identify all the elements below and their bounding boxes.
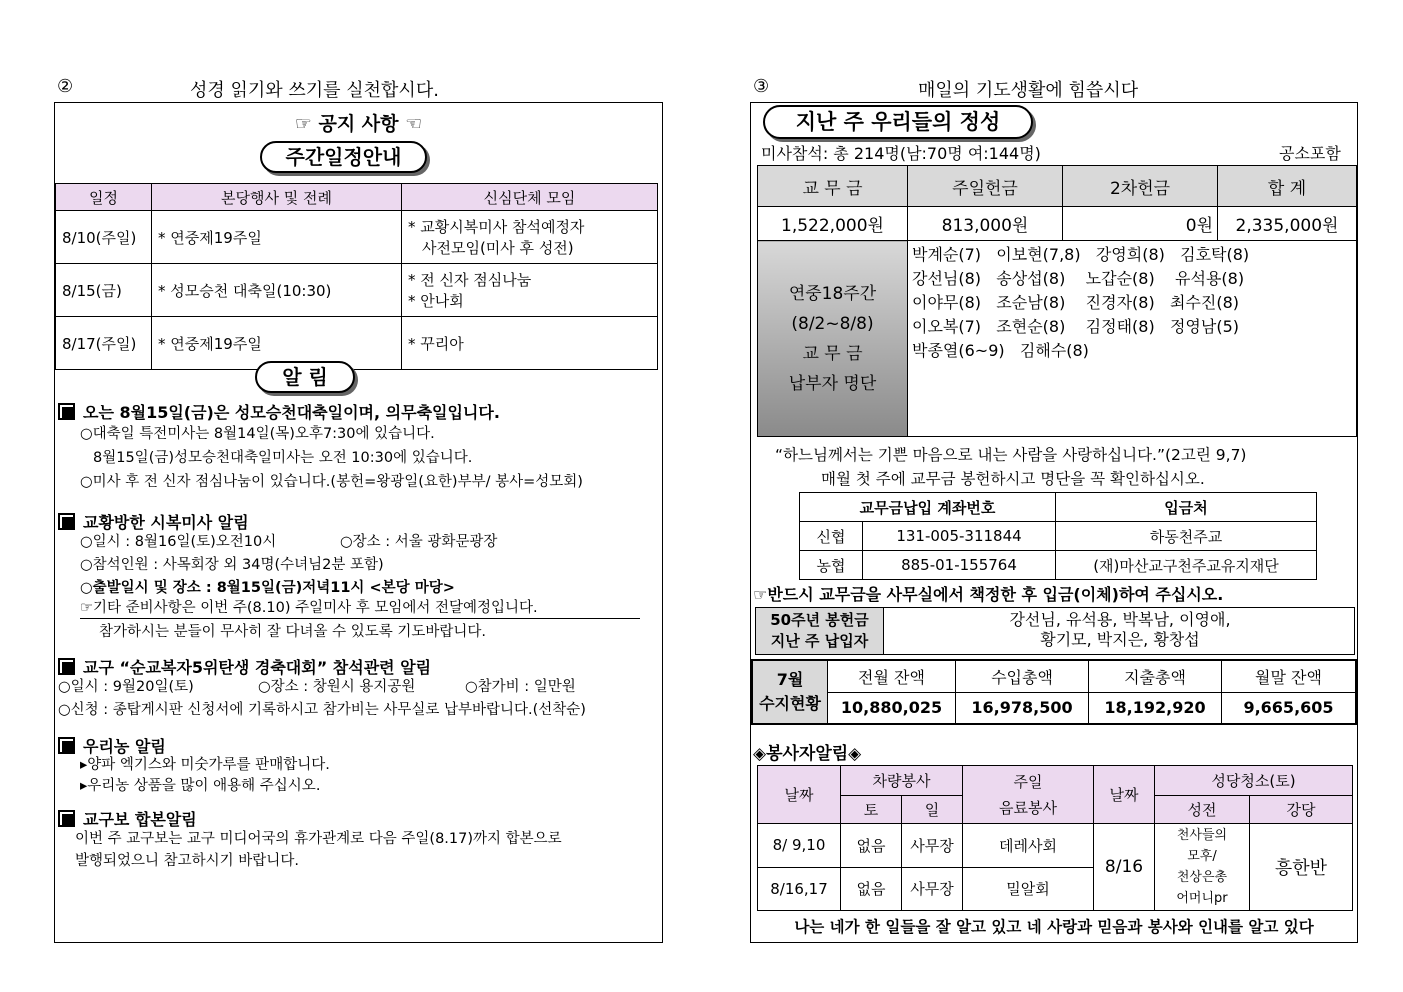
square-bullet-icon — [58, 403, 75, 420]
section-title-text: 우리농 알림 — [83, 737, 166, 756]
text-line: 참가하시는 분들이 무사히 잘 다녀올 수 있도록 기도바랍니다. — [99, 624, 487, 640]
page-number-left: ② — [57, 76, 74, 97]
volunteer-drink: 밀알회 — [963, 867, 1094, 911]
text-line: ☞기타 준비사항은 이번 주(8.10) 주일미사 후 모임에서 전달예정입니다. — [80, 598, 640, 619]
verse-text: “하느님께서는 기쁜 마음으로 내는 사람을 사랑하십니다.”(2고린 9,7) — [775, 446, 1247, 464]
text-line: ○대축일 특전미사는 8월14일(목)오후7:30에 있습니다. — [80, 426, 435, 442]
square-bullet-icon — [58, 658, 75, 675]
schedule-date: 8/10(주일) — [56, 211, 152, 264]
left-page-header: 성경 읽기와 쓰기를 실천합시다. — [190, 80, 439, 101]
finance-header: 지출총액 — [1089, 660, 1222, 692]
volunteer-header-drink-line: 주일 — [1013, 772, 1043, 791]
finance-label-line: 7월 — [776, 670, 804, 689]
anniversary-label-line: 50주년 봉헌금 — [770, 611, 869, 629]
account-bank: 농협 — [800, 551, 863, 580]
schedule-event: * 연중제19주일 — [152, 317, 402, 370]
schedule-event: * 성모승천 대축일(10:30) — [152, 264, 402, 317]
account-payee: (재)마산교구천주교유지재단 — [1056, 551, 1317, 580]
finance-value: 18,192,920 — [1089, 692, 1222, 724]
account-notice: ☞반드시 교무금을 사무실에서 책정한 후 입금(이체)하여 주십시오. — [753, 585, 1224, 604]
volunteer-header-drink-line: 음료봉사 — [999, 798, 1057, 817]
schedule-group-line: * 교황시복미사 참석예정자 — [408, 218, 585, 236]
schedule-header-event: 본당행사 및 전례 — [152, 184, 402, 211]
text-line: ▸우리농 상품을 많이 애용해 주십시오. — [80, 778, 321, 794]
offering-title-pill: 지난 주 우리들의 정성 — [763, 105, 1033, 139]
anniversary-names-line: 황기모, 박지은, 황창섭 — [1040, 630, 1200, 649]
donor-list — [908, 241, 1357, 437]
account-table — [799, 492, 1317, 580]
section-title-text: 교구보 합본알림 — [83, 810, 197, 829]
schedule-group — [402, 317, 658, 370]
table-row — [800, 551, 1317, 580]
donor-label-line: 교 무 금 — [802, 343, 863, 364]
section-title-text: 교황방한 시복미사 알림 — [83, 513, 249, 532]
offering-value: 813,000원 — [908, 207, 1063, 241]
text-line: ○참석인원 : 사목회장 외 34명(수녀님2분 포함) — [80, 557, 384, 573]
attendance-text: 미사참석: 총 214명(남:70명 여:144명) — [761, 144, 1041, 163]
donor-label — [758, 241, 908, 437]
table-row — [56, 317, 658, 370]
donor-line: 강선님(8) 송상섭(8) 노갑순(8) 유석용(8) — [912, 269, 1245, 288]
schedule-group-line: * 전 신자 점심나눔 — [408, 271, 532, 289]
volunteer-header-car: 차량봉사 — [841, 766, 963, 796]
text-line: ○일시 : 8월16일(토)오전10시 — [80, 534, 277, 550]
account-header: 교무금납입 계좌번호 — [800, 493, 1056, 522]
volunteer-sat: 없음 — [841, 824, 902, 868]
text-line: ○장소 : 서울 광화문광장 — [340, 534, 498, 550]
anniversary-box — [755, 607, 1355, 655]
volunteer-drink: 데레사회 — [963, 824, 1094, 868]
volunteer-date: 8/ 9,10 — [758, 824, 841, 868]
volunteer-header-date: 날짜 — [758, 766, 841, 824]
volunteer-header-date2: 날짜 — [1094, 766, 1155, 824]
square-bullet-icon — [58, 737, 75, 754]
account-payee: 하동천주교 — [1056, 522, 1317, 551]
text-line: ○참가비 : 일만원 — [465, 679, 576, 695]
table-row — [56, 264, 658, 317]
text-line: ○미사 후 전 신자 점심나눔이 있습니다.(봉헌=왕광일(요한)부부/ 봉사=성모회) — [80, 474, 583, 490]
schedule-header-date: 일정 — [56, 184, 152, 211]
donor-label-line: (8/2~8/8) — [791, 313, 874, 334]
finance-header: 월말 잔액 — [1222, 660, 1357, 692]
text-line: ○출발일시 및 장소 : 8월15일(금)저녁11시 <본당 마당> — [80, 580, 455, 596]
table-row — [758, 824, 1353, 868]
table-row — [56, 211, 658, 264]
finance-value: 16,978,500 — [956, 692, 1089, 724]
volunteer-header-drink — [963, 766, 1094, 824]
offering-value: 0원 — [1063, 207, 1218, 241]
volunteer-date2: 8/16 — [1094, 824, 1155, 911]
volunteer-table — [757, 765, 1353, 911]
schedule-event: * 연중제19주일 — [152, 211, 402, 264]
account-header: 입금처 — [1056, 493, 1317, 522]
text-line: ○신청 : 종탑게시판 신청서에 기록하시고 참가비는 사무실로 납부바랍니다.(선착순) — [58, 702, 586, 718]
schedule-group-line: * 안나회 — [408, 292, 464, 310]
offering-table — [757, 165, 1357, 437]
schedule-title-pill: 주간일정안내 — [260, 141, 427, 173]
account-number: 885-01-155764 — [863, 551, 1056, 580]
account-bank: 신협 — [800, 522, 863, 551]
volunteer-header-sanct: 성전 — [1155, 796, 1250, 824]
volunteer-header-sun: 일 — [902, 796, 963, 824]
offering-header: 합 계 — [1218, 166, 1357, 207]
schedule-table — [55, 183, 658, 370]
volunteer-sat: 없음 — [841, 867, 902, 911]
offering-value: 1,522,000원 — [758, 207, 908, 241]
text-line: 이번 주 교구보는 교구 미디어국의 휴가관계로 다음 주일(8.17)까지 합본으로 — [75, 831, 562, 847]
finance-header: 수입총액 — [956, 660, 1089, 692]
offering-value: 2,335,000원 — [1218, 207, 1357, 241]
text-line: 8월15일(금)성모승천대축일미사는 오전 10:30에 있습니다. — [93, 450, 473, 466]
donor-line: 박계순(7) 이보현(7,8) 강영희(8) 김호탁(8) — [912, 245, 1250, 264]
section-title-text: 교구 “순교복자5위탄생 경축대회” 참석관련 알림 — [83, 658, 432, 677]
donor-label-line: 연중18주간 — [788, 283, 877, 304]
section-title — [58, 655, 431, 678]
volunteer-sun: 사무장 — [902, 824, 963, 868]
schedule-date: 8/15(금) — [56, 264, 152, 317]
schedule-group-line: * 꾸리아 — [408, 334, 464, 353]
verse-note: 매월 첫 주에 교무금 봉헌하시고 명단을 꼭 확인하십시오. — [821, 470, 1205, 488]
volunteer-sanct-line: 천상은총 — [1176, 870, 1228, 885]
finance-label-line: 수지현황 — [759, 694, 821, 713]
text-line: ○장소 : 창원시 용지공원 — [258, 679, 416, 695]
text-line: ○일시 : 9월20일(토) — [58, 679, 194, 695]
schedule-group — [402, 264, 658, 317]
offering-header: 교 무 금 — [758, 166, 908, 207]
finance-value: 10,880,025 — [828, 692, 956, 724]
left-panel — [54, 102, 663, 943]
section-title-text: 오는 8월15일(금)은 성모승천대축일이며, 의무축일입니다. — [83, 403, 500, 422]
offering-header: 주일헌금 — [908, 166, 1063, 207]
page-number-right: ③ — [753, 76, 770, 97]
schedule-group-line: 사전모임(미사 후 성전) — [422, 239, 574, 257]
volunteer-sun: 사무장 — [902, 867, 963, 911]
offering-header: 2차헌금 — [1063, 166, 1218, 207]
account-number: 131-005-311844 — [863, 522, 1056, 551]
anniversary-names-line: 강선님, 유석용, 박복남, 이영애, — [1009, 610, 1231, 629]
anniversary-label — [756, 608, 884, 654]
table-row — [800, 522, 1317, 551]
schedule-header-group: 신심단체 모임 — [402, 184, 658, 211]
volunteer-header-clean: 성당청소(토) — [1155, 766, 1353, 796]
notice-title: ☞ 공지 사항 ☜ — [294, 113, 423, 135]
square-bullet-icon — [58, 513, 75, 530]
donor-line: 이야무(8) 조순남(8) 진경자(8) 최수진(8) — [912, 293, 1239, 312]
finance-value: 9,665,605 — [1222, 692, 1357, 724]
finance-table — [751, 659, 1357, 725]
donor-label-line: 납부자 명단 — [788, 373, 877, 394]
donor-line: 박종열(6~9) 김해수(8) — [912, 341, 1089, 360]
volunteer-title: ◈봉사자알림◈ — [753, 744, 862, 764]
section-title — [58, 807, 197, 830]
schedule-date: 8/17(주일) — [56, 317, 152, 370]
volunteer-sanct — [1155, 824, 1250, 911]
volunteer-sanct-line: 어머니pr — [1176, 891, 1228, 906]
volunteer-sanct-line: 모후/ — [1187, 849, 1217, 864]
square-bullet-icon — [58, 810, 75, 827]
text-line: 발행되었으니 참고하시기 바랍니다. — [75, 853, 299, 869]
finance-header: 전월 잔액 — [828, 660, 956, 692]
right-panel — [750, 102, 1358, 943]
donor-line: 이오복(7) 조현순(8) 김정태(8) 정영남(5) — [912, 317, 1239, 336]
volunteer-hall: 흥한반 — [1250, 824, 1353, 911]
volunteer-header-sat: 토 — [841, 796, 902, 824]
finance-label — [752, 660, 828, 724]
notice-pill: 알 림 — [255, 361, 355, 393]
schedule-group — [402, 211, 658, 264]
volunteer-header-hall: 강당 — [1250, 796, 1353, 824]
section-title — [58, 510, 249, 533]
text-line: ▸양파 엑기스와 미숫가루를 판매합니다. — [80, 757, 330, 773]
anniversary-names — [886, 610, 1354, 650]
section-title — [58, 400, 500, 423]
right-page-header: 매일의 기도생활에 힘씁시다 — [918, 80, 1139, 101]
volunteer-sanct-line: 천사들의 — [1176, 828, 1228, 843]
attendance-note: 공소포함 — [1279, 144, 1341, 163]
volunteer-date: 8/16,17 — [758, 867, 841, 911]
anniversary-label-line: 지난 주 납입자 — [770, 632, 869, 650]
footer-verse: 나는 네가 한 일들을 잘 알고 있고 네 사랑과 믿음과 봉사와 인내를 알고 있다 — [794, 918, 1314, 936]
